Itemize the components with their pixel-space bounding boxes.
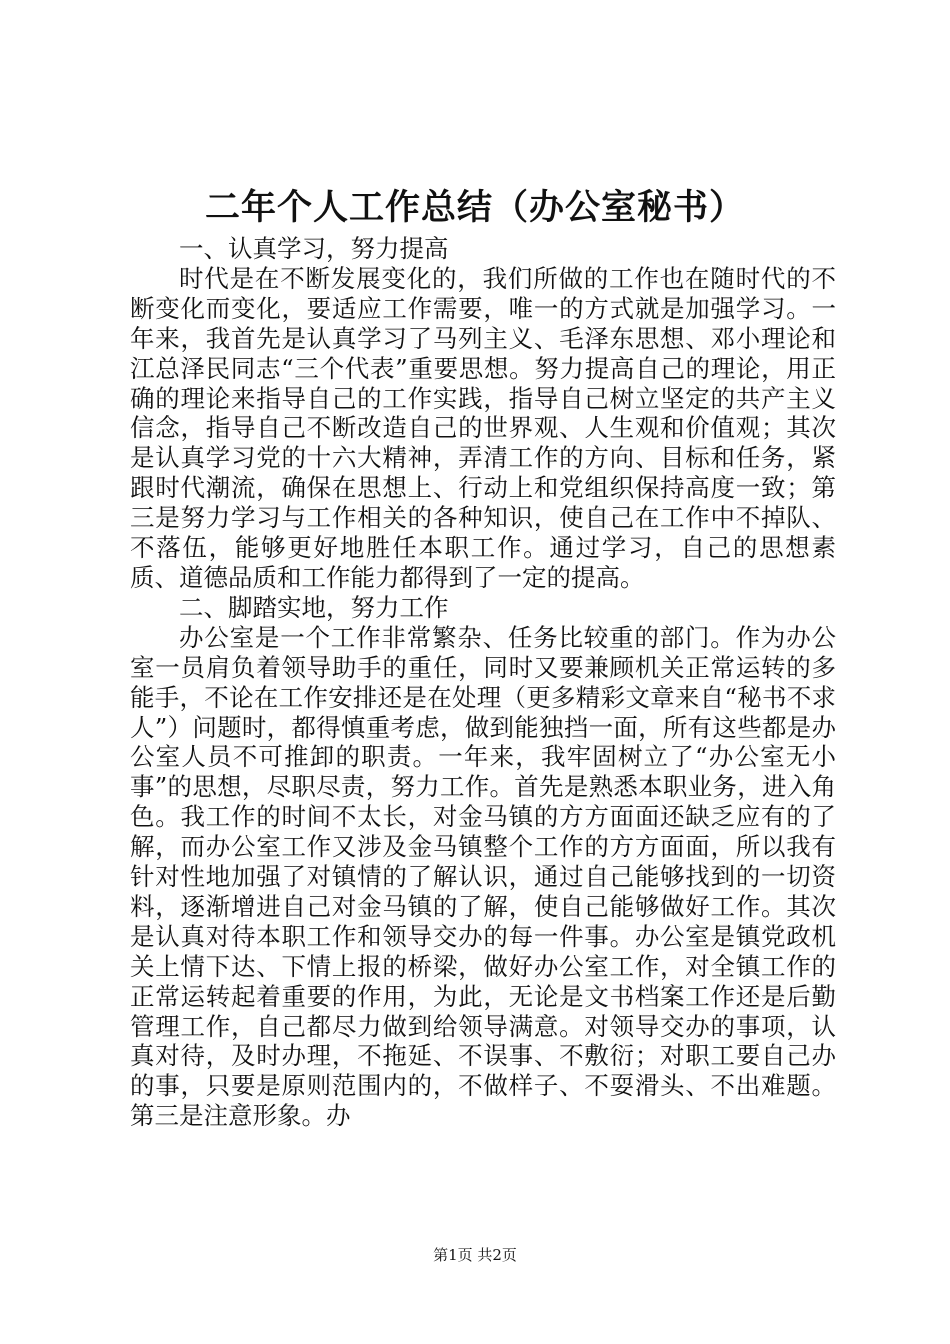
- body-paragraph-1: 时代是在不断发展变化的，我们所做的工作也在随时代的不断变化而变化，要适应工作需要，唯一的方式就是加强学习。一年来，我首先是认真学习了马列主义、毛泽东思想、邓小理论和江总泽民同志“三个代表”重要思想。努力提高自己的理论，用正确的理论来指导自己的工作实践，指导自己树立坚定的共产主义信念，指导自己不断改造自己的世界观、人生观和价值观；其次是认真学习党的十六大精神，弄清工作的方向、目标和任务，紧跟时代潮流，确保在思想上、行动上和党组织保持高度一致；第三是努力学习与工作相关的各种知识，使自己在工作中不掉队、不落伍，能够更好地胜任本职工作。通过学习，自己的思想素质、道德品质和工作能力都得到了一定的提高。: [130, 263, 836, 592]
- section-heading-1: 一、认真学习，努力提高: [179, 234, 449, 263]
- document-body: [130, 234, 836, 1131]
- section-heading-2: 二、脚踏实地，努力工作: [179, 592, 449, 622]
- body-paragraph-2: 办公室是一个工作非常繁杂、任务比较重的部门。作为办公室一员肩负着领导助手的重任，同时又要兼顾机关正常运转的多能手，不论在工作安排还是在处理（更多精彩文章来自“秘书不求人”）问题时，都得慎重考虑，做到能独挡一面，所有这些都是办公室人员不可推卸的职责。一年来，我牢固树立了“办公室无小事”的思想，尽职尽责，努力工作。首先是熟悉本职业务，进入角色。我工作的时间不太长，对金马镇的方方面面还缺乏应有的了解，而办公室工作又涉及金马镇整个工作的方方面面，所以我有针对性地加强了对镇情的了解认识，通过自己能够找到的一切资料，逐渐增进自己对金马镇的了解，使自己能够做好工作。其次是认真对待本职工作和领导交办的每一件事。办公室是镇党政机关上情下达、下情上报的桥梁，做好办公室工作，对全镇工作的正常运转起着重要的作用，为此，无论是文书档案工作还是后勤管理工作，自己都尽力做到给领导满意。对领导交办的事项，认真对待，及时办理，不拖延、不误事、不敷衍；对职工要自己办的事，只要是原则范围内的，不做样子、不耍滑头、不出难题。第三是注意形象。办: [130, 622, 836, 1131]
- document-title: 二年个人工作总结（办公室秘书）: [204, 187, 745, 228]
- page-number-footer: 第1页 共2页: [433, 1246, 517, 1264]
